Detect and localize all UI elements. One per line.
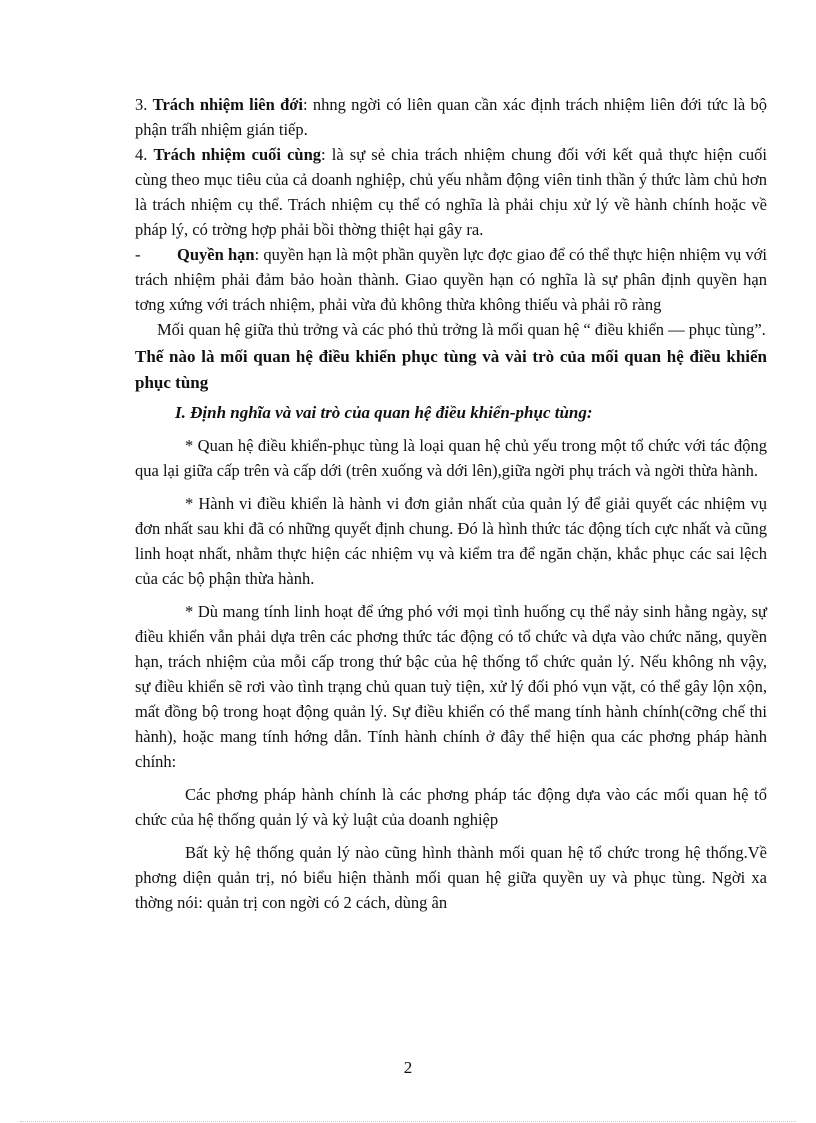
paragraph-joint-responsibility xyxy=(135,92,767,142)
paragraph-administrative-methods: Các phơng pháp hành chính là các phơng pháp tác động dựa vào các mối quan hệ tổ chức của hệ thống quản lý và kỷ luật của doanh nghiệp xyxy=(135,785,767,829)
term-authority: Quyền hạn xyxy=(177,245,255,264)
paragraph-control-behavior: * Hành vi điều khiển là hành vi đơn giản nhất của quản lý để giải quyết các nhiệm vụ đơn nhất sau khi đã có những quyết định chung. Đó là hình thức tác động tích cực nhất và cũng linh hoạt nhất, nhằm thực hiện các nhiệm vụ và kiểm tra để ngăn chặn, khắc phục các sai lệch của các bộ phận thừa hành. xyxy=(135,494,767,588)
paragraph-final-responsibility xyxy=(135,142,767,242)
term-joint-responsibility: Trách nhiệm liên đới xyxy=(152,95,303,114)
page-bottom-divider xyxy=(20,1121,796,1122)
document-body xyxy=(135,92,767,915)
paragraph-management-system: Bất kỳ hệ thống quản lý nào cũng hình thành mối quan hệ tổ chức trong hệ thống.Về phơng diện quản trị, nó biểu hiện thành mối quan hệ giữa quyền uy và phục tùng. Ngời xa thờng nói: quản trị con ngời có 2 cách, dùng ân xyxy=(135,843,767,912)
paragraph-text: : quyền hạn là một phần quyền lực đợc giao để có thể thực hiện nhiệm vụ với trách nhiệm phải đảm bảo hoàn thành. Giao quyền hạn có nghĩa là sự phân định quyền hạn tơng xứng với trách nhiệm, phải vừa đủ không thừa không thiếu và phải rõ ràng xyxy=(135,245,767,314)
paragraph-text: : nhng ngời có liên quan cần xác định trách nhiệm liên đới tức là bộ phận trấh nhiệm gián tiếp. xyxy=(135,95,767,139)
paragraph-text: : là sự sẻ chia trách nhiệm chung đối với kết quả thực hiện cuối cùng theo mục tiêu của cả doanh nghiệp, chủ yếu nhằm động viên tinh thần ý thức làm chủ hơn là trách nhiệm cụ thể. Trách nhiệm cụ thể có nghĩa là phải chịu xử lý về hành chính hoặc về pháp lý, có trờng hợp phải bồi thờng thiệt hại gây ra. xyxy=(135,145,768,239)
paragraph-relationship: Mối quan hệ giữa thủ trởng và các phó thủ trởng là mối quan hệ “ điều khiển — phục tùng”. xyxy=(157,320,766,339)
subsection-heading: I. Định nghĩa và vai trò của quan hệ điều khiển-phục tùng: xyxy=(175,403,593,422)
item-number: 4. xyxy=(135,145,154,164)
section-heading: Thế nào là mối quan hệ điều khiển phục tùng và vài trò của mối quan hệ điều khiển phục tùng xyxy=(135,347,767,392)
paragraph-definition: * Quan hệ điều khiển-phục tùng là loại quan hệ chủ yếu trong một tổ chức với tác động qua lại giữa cấp trên và cấp dới (trên xuống và dới lên),giữa ngời phụ trách và ngời thừa hành. xyxy=(135,436,767,480)
term-final-responsibility: Trách nhiệm cuối cùng xyxy=(153,145,322,164)
page-number: 2 xyxy=(403,1058,413,1077)
item-number: 3. xyxy=(135,95,153,114)
paragraph-flexibility: * Dù mang tính linh hoạt để ứng phó với mọi tình huống cụ thể nảy sinh hằng ngày, sự điều khiển vẫn phải dựa trên các phơng thức tác động có tổ chức và dựa vào chức năng, quyền hạn, trách nhiệm của mỗi cấp trong thứ bậc của hệ thống tổ chức quản lý. Nếu không nh vậy, sự điều khiển sẽ rơi vào tình trạng chủ quan tuỳ tiện, xử lý đối phó vụn vặt, có thể gây lộn xộn, mất đồng bộ trong hoạt động quản lý. Sự điều khiển có thể mang tính hành chính(cỡng chế thi hành), hoặc mang tính hớng dẫn. Tính hành chính ở đây thể hiện qua các phơng pháp hành chính: xyxy=(135,602,767,771)
list-dash: - xyxy=(135,245,141,264)
paragraph-authority xyxy=(135,242,767,317)
